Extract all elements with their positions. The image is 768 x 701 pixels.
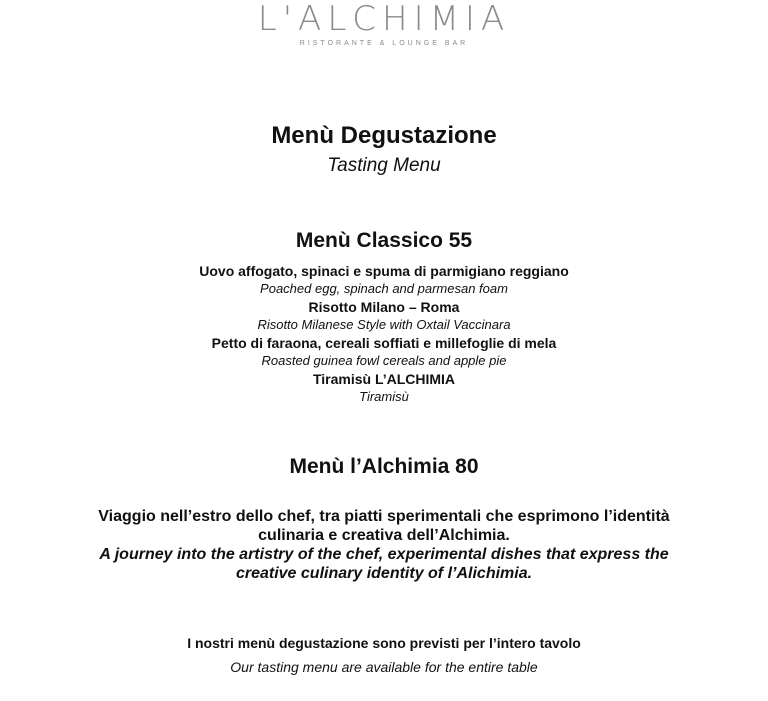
page-subtitle: Tasting Menu	[327, 155, 441, 176]
menu-header	[0, 122, 768, 177]
menu-classico-title: Menù Classico 55	[295, 229, 473, 252]
dish-en: Roasted guinea fowl cereals and apple pie	[261, 353, 507, 368]
description-it-line: culinaria e creativa dell’Alchimia.	[258, 527, 510, 544]
dish-it: Petto di faraona, cereali soffiati e millefoglie di mela	[211, 335, 557, 351]
logo-tagline: RISTORANTE & LOUNGE BAR	[299, 40, 469, 47]
dish-en: Poached egg, spinach and parmesan foam	[260, 281, 508, 296]
menu-alchimia-section	[0, 454, 768, 583]
description-en-line: A journey into the artistry of the chef, experimental dishes that express the	[99, 546, 669, 563]
menu-alchimia-description	[0, 507, 768, 583]
page-title: Menù Degustazione	[271, 122, 497, 149]
dish-en: Tiramisù	[359, 389, 409, 404]
footer-notes	[0, 634, 768, 676]
table-note-en: Our tasting menu are available for the entire table	[230, 659, 538, 675]
dish-it: Tiramisù L’ALCHIMIA	[312, 371, 456, 387]
restaurant-logo	[0, 0, 768, 49]
menu-classico-section	[0, 228, 768, 406]
dish-list	[0, 262, 768, 406]
logo-name: L'ALCHIMIA	[257, 0, 511, 39]
menu-alchimia-title: Menù l’Alchimia 80	[289, 455, 479, 478]
table-note-it: I nostri menù degustazione sono previsti per l’intero tavolo	[187, 635, 581, 651]
dish-it: Risotto Milano – Roma	[308, 299, 460, 315]
dish-it: Uovo affogato, spinaci e spuma di parmigiano reggiano	[199, 263, 569, 279]
dish-en: Risotto Milanese Style with Oxtail Vaccinara	[257, 317, 511, 332]
description-it-line: Viaggio nell’estro dello chef, tra piatti sperimentali che esprimono l’identità	[98, 508, 670, 525]
description-en-line: creative culinary identity of l’Alichimia.	[235, 565, 533, 582]
